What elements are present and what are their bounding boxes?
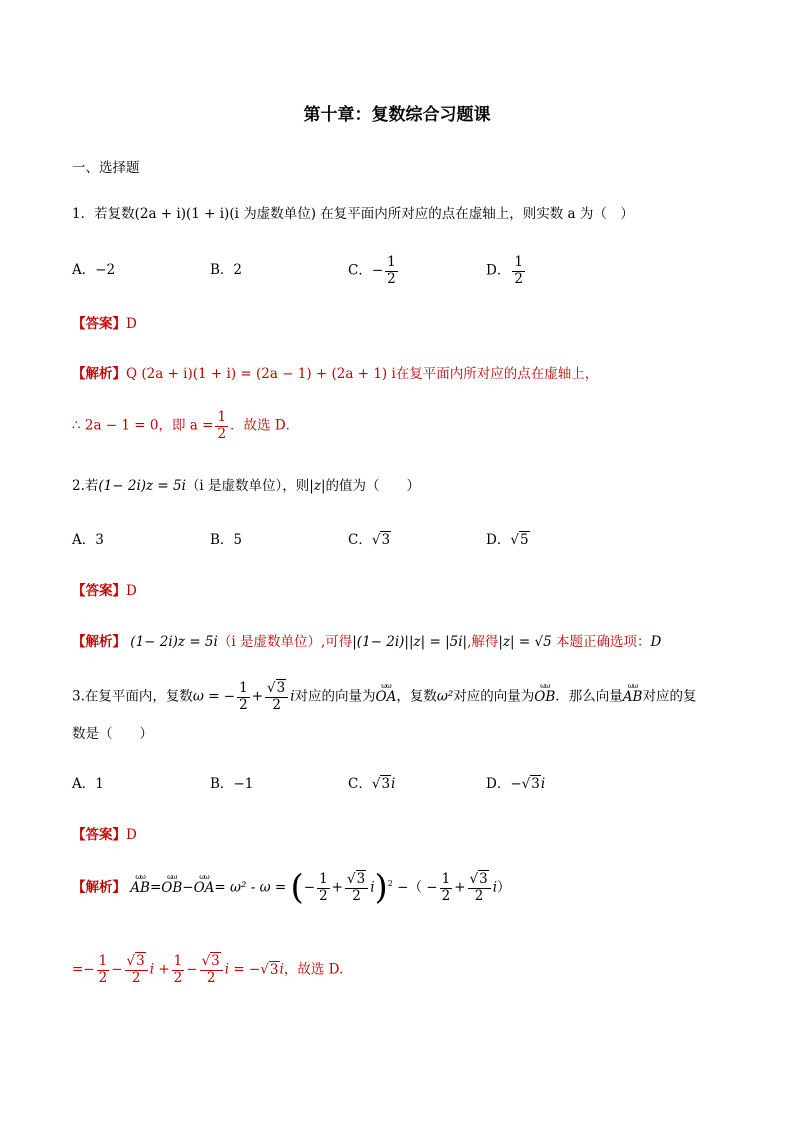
q3-answer: 【答案】D bbox=[72, 827, 137, 843]
q3-analysis-line2: =− $\frac{1}{2}$ − $\frac{√3}{2}$ i + $\frac{1}{2}$ − $\frac{√3}{2}$ i = −√3i，故选 D. bbox=[72, 953, 344, 986]
q3-option-a: A．1 bbox=[72, 776, 104, 792]
section-heading: 一、选择题 bbox=[72, 160, 140, 176]
q2-option-a: A．3 bbox=[72, 532, 104, 548]
q1-analysis-line2: ∴ 2a − 1 = 0，即 a = $\frac{1}{2}$ ．故选 D． bbox=[72, 409, 300, 442]
page-title: 第十章：复数综合习题课 bbox=[303, 105, 491, 125]
q1-analysis: 【解析】Q (2a + i)(1 + i) = (2a − 1) + (2a + 1) i在复平面内所对应的点在虚轴上， bbox=[72, 366, 599, 382]
q2-stem: 2.若(1− 2i)z = 5i（i 是虚数单位），则|z|的值为（ ） bbox=[72, 478, 421, 494]
q2-answer: 【答案】D bbox=[72, 583, 137, 599]
q1-stem: 1．若复数(2a + i)(1 + i)(i 为虚数单位) 在复平面内所对应的点在虚轴上，则实数 a 为（ ） bbox=[72, 206, 634, 222]
q1-option-d: D． $\frac{1}{2}$ bbox=[486, 254, 523, 287]
q3-analysis: 【解析】 ωω AB=ωω OB−ωω OA= ω² - ω = (− $\frac{1}{2}$ + $\frac{√3}{2}$ i)$^2$ −（ − $\frac{1}{2}$ + $\frac{√3}{2}$ i） bbox=[72, 872, 511, 904]
q3-stem-line2: 数是（ ） bbox=[72, 726, 153, 742]
q1-option-a: A．−2 bbox=[72, 262, 116, 278]
q3-stem: 3.在复平面内，复数ω = − $\frac{1}{2}$ + $\frac{√3}{2}$ i对应的向量为ωω OA，复数ω²对应的向量为ωω OB．那么向量ωω AB对应的复 bbox=[72, 681, 696, 713]
q3-option-d: D．−√3i bbox=[486, 776, 546, 792]
q2-option-b: B．5 bbox=[210, 532, 243, 548]
q1-option-c: C．− $\frac{1}{2}$ bbox=[348, 254, 396, 287]
q3-option-c: C．√3i bbox=[348, 776, 396, 792]
q3-option-b: B．−1 bbox=[210, 776, 254, 792]
q1-option-b: B．2 bbox=[210, 262, 243, 278]
q2-option-d: D．√5 bbox=[486, 532, 529, 548]
q2-option-c: C．√3 bbox=[348, 532, 391, 548]
q2-analysis: 【解析】 (1− 2i)z = 5i（i 是虚数单位）,可得|(1− 2i)||z| = |5i|,解得|z| = √5 本题正确选项：D bbox=[72, 634, 662, 650]
q1-answer: 【答案】D bbox=[72, 316, 137, 332]
